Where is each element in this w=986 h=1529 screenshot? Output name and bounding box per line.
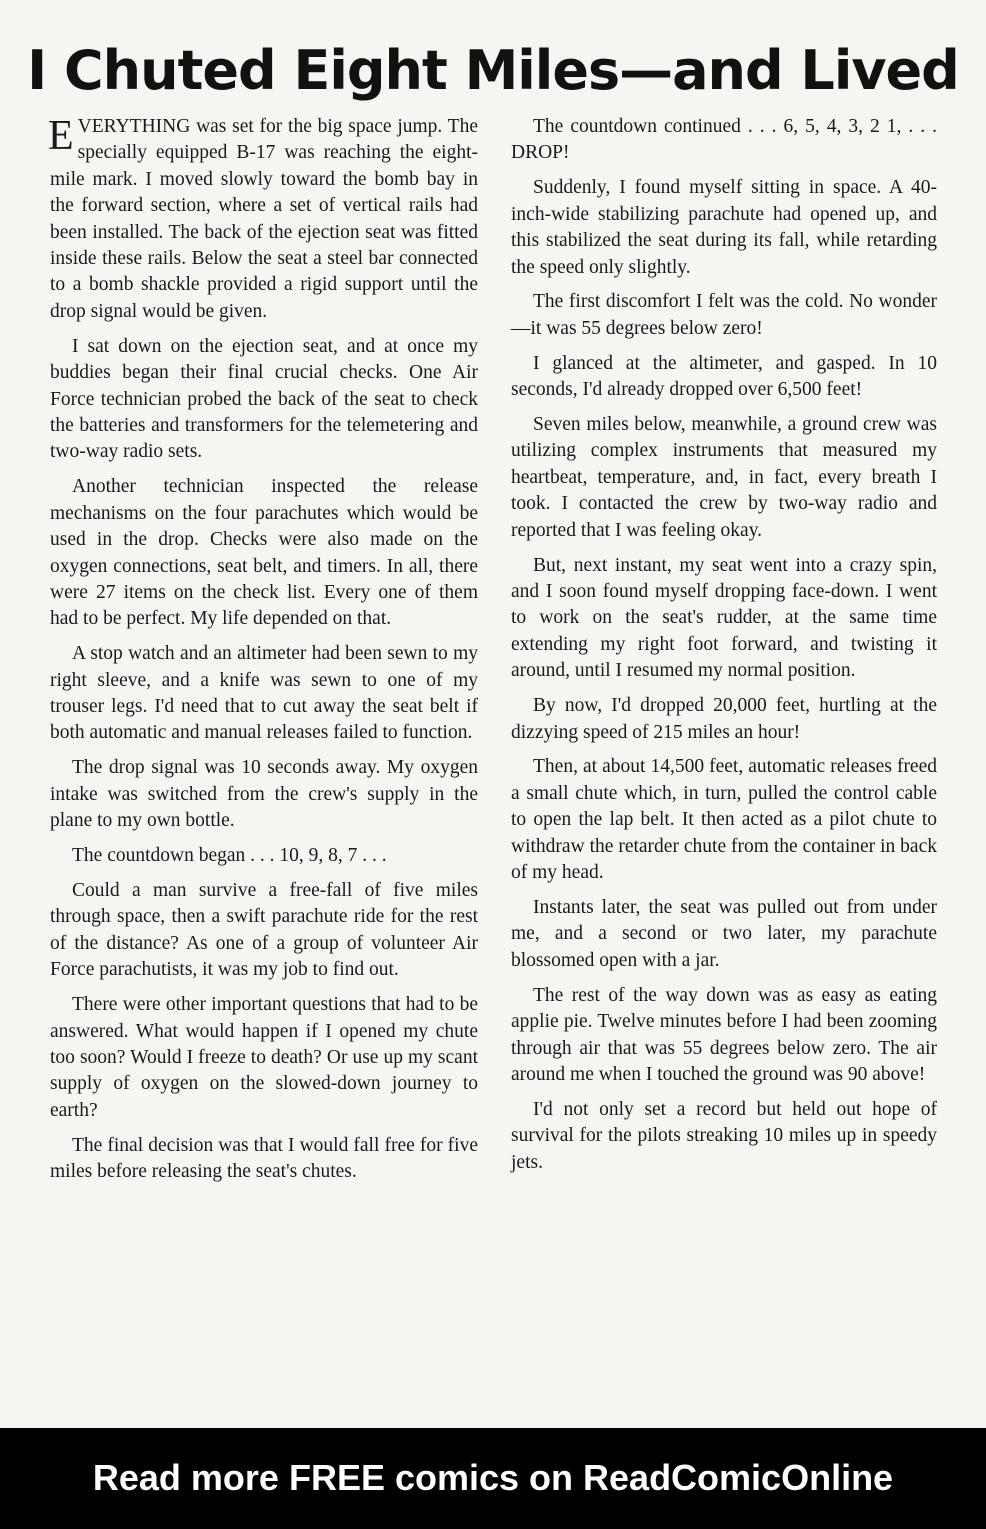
- drop-cap: E: [48, 113, 74, 159]
- article-column-left: [50, 114, 478, 1194]
- article-paragraph: Then, at about 14,500 feet, automatic releases freed a small chute which, in turn, pulled the control cable to open the lap belt. It then acted as a pilot chute to withdraw the retarder chute from the container in back of my head.: [511, 756, 937, 884]
- article-paragraph: Suddenly, I found myself sitting in space. A 40-inch-wide stabilizing parachute had opened up, and this stabilized the seat during its fall, while retarding the speed only slightly.: [511, 177, 937, 278]
- article-paragraph: The rest of the way down was as easy as eating applie pie. Twelve minutes before I had been zooming through air that was 55 degrees below zero. The air around me when I touched the ground was 90 above!: [511, 984, 937, 1085]
- article-paragraph: Instants later, the seat was pulled out from under me, and a second or two later, my parachute blossomed open with a jar.: [511, 896, 937, 971]
- article-paragraph: By now, I'd dropped 20,000 feet, hurtling at the dizzying speed of 215 miles an hour!: [511, 695, 937, 743]
- article-paragraph: The countdown continued . . . 6, 5, 4, 3, 2 1, . . . DROP!: [511, 116, 937, 164]
- article-paragraph: There were other important questions that had to be answered. What would happen if I opened my chute too soon? Would I freeze to death? Or use up my scant supply of oxygen on the slowed-down journey to earth?: [50, 994, 478, 1121]
- article-paragraph: [50, 114, 478, 325]
- promo-banner-text[interactable]: Read more FREE comics on ReadComicOnline: [92, 1457, 894, 1498]
- article-paragraph: I'd not only set a record but held out hope of survival for the pilots streaking 10 miles up in speedy jets.: [511, 1098, 937, 1173]
- article-paragraph: The drop signal was 10 seconds away. My oxygen intake was switched from the crew's supply in the plane to my own bottle.: [50, 757, 478, 832]
- article-paragraph: I glanced at the altimeter, and gasped. In 10 seconds, I'd already dropped over 6,500 feet!: [511, 352, 937, 401]
- paragraph-text: VERYTHING was set for the big space jump. The specially equipped B-17 was reaching the eight-mile mark. I moved slowly toward the bomb bay in the forward section, where a set of vertical rails had been installed. The back of the ejection seat was fitted inside these rails. Below the seat a steel bar connected to a bomb shackle provided a rigid support until the drop signal would be given.: [50, 116, 478, 322]
- article-paragraph: I sat down on the ejection seat, and at once my buddies began their final crucial checks. One Air Force technician probed the back of the seat to check the batteries and transformers for the telemetering and two-way radio sets.: [50, 335, 478, 463]
- article-paragraph: Could a man survive a free-fall of five miles through space, then a swift parachute ride for the rest of the distance? As one of a group of volunteer Air Force parachutists, it was my job to find out.: [50, 879, 478, 981]
- article-paragraph: But, next instant, my seat went into a crazy spin, and I soon found myself dropping face-down. I went to work on the seat's rudder, at the same time extending my right foot forward, and twisting it around, until I resumed my normal position.: [511, 554, 937, 682]
- article-paragraph: Another technician inspected the release mechanisms on the four parachutes which would be used in the drop. Checks were also made on the oxygen connections, seat belt, and timers. In all, there were 27 items on the check list. Every one of them had to be perfect. My life depended on that.: [50, 476, 478, 630]
- article-paragraph: A stop watch and an altimeter had been sewn to my right sleeve, and a knife was sewn to one of my trouser legs. I'd need that to cut away the seat belt if both automatic and manual releases failed to function.: [50, 643, 478, 744]
- article-paragraph: The countdown began . . . 10, 9, 8, 7 . . .: [72, 845, 387, 867]
- article-paragraph: Seven miles below, meanwhile, a ground crew was utilizing complex instruments that measured my heartbeat, temperature, and, in fact, every breath I took. I contacted the crew by two-way radio and reported that I was feeling okay.: [511, 414, 937, 541]
- article-paragraph: The first discomfort I felt was the cold. No wonder—it was 55 degrees below zero!: [511, 291, 937, 339]
- article-paragraph: The final decision was that I would fall free for five miles before releasing the seat's chutes.: [50, 1134, 478, 1183]
- promo-banner[interactable]: [0, 1428, 986, 1529]
- article-title: I Chuted Eight Miles—and Lived: [27, 39, 959, 102]
- article-column-right: [511, 114, 937, 1185]
